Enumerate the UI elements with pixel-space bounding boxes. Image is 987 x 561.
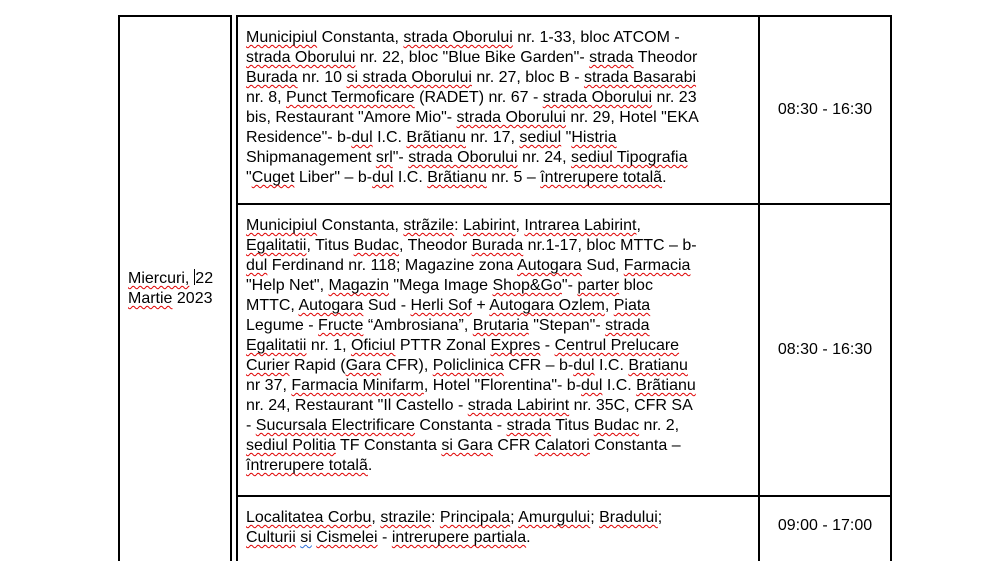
text-segment: ; bbox=[590, 509, 600, 526]
text-segment: Liber" – b- bbox=[294, 169, 373, 186]
misspelled-word: strada bbox=[589, 49, 634, 66]
misspelled-word: dul bbox=[351, 129, 373, 146]
text-segment: "Stepan"- bbox=[528, 317, 606, 334]
text-segment: : bbox=[454, 217, 463, 234]
text-segment: PTTR Zonal bbox=[395, 337, 491, 354]
locations-cell[interactable] bbox=[238, 17, 760, 203]
locations-cell[interactable] bbox=[238, 497, 760, 561]
text-segment: “Ambrosiana”, bbox=[363, 317, 473, 334]
misspelled-word: Herli Sof bbox=[410, 297, 472, 314]
text-segment: - bbox=[246, 417, 256, 434]
text-segment: . bbox=[526, 529, 531, 546]
text-segment: " bbox=[246, 169, 252, 186]
text-segment: ; bbox=[657, 509, 663, 526]
text-segment: "Mega Image bbox=[388, 277, 493, 294]
misspelled-word: Brãtianu bbox=[406, 129, 467, 146]
text-segment: nr. 23 bbox=[652, 89, 697, 106]
text-segment: nr. 1-33, bloc ATCOM - bbox=[512, 29, 680, 46]
text-segment: 22 bbox=[195, 270, 214, 287]
misspelled-word: Brãtianu bbox=[636, 377, 696, 394]
misspelled-word: Municipiul bbox=[246, 217, 318, 234]
text-segment: , bbox=[371, 509, 381, 526]
misspelled-word: Magazin bbox=[328, 277, 389, 294]
table-row bbox=[238, 497, 890, 561]
table-row bbox=[238, 17, 890, 205]
misspelled-word: Cuget bbox=[251, 169, 295, 186]
text-segment: nr 37, bbox=[246, 377, 292, 394]
misspelled-word: dul bbox=[581, 377, 603, 394]
text-segment: nr. 24, bbox=[517, 149, 571, 166]
time-range: 08:30 - 16:30 bbox=[777, 101, 873, 118]
text-segment: Theodor bbox=[633, 49, 698, 66]
text-segment: : bbox=[431, 509, 440, 526]
text-segment: . bbox=[367, 457, 373, 474]
text-segment: nr. 5 – bbox=[486, 169, 541, 186]
misspelled-word: Culturii bbox=[246, 529, 296, 546]
text-segment: nr. 29, Hotel "EKA bbox=[565, 109, 699, 126]
text-segment: bloc bbox=[619, 277, 653, 294]
misspelled-word: Brãtianu bbox=[427, 169, 487, 186]
text-segment: , Titus bbox=[306, 237, 354, 254]
text-segment: . bbox=[662, 169, 667, 186]
misspelled-word: Bradului bbox=[599, 509, 658, 526]
misspelled-word: Principala bbox=[439, 509, 511, 526]
text-segment: Sud, bbox=[581, 257, 624, 274]
text-segment: , bbox=[515, 217, 525, 234]
table-row bbox=[238, 205, 890, 497]
misspelled-word: dul bbox=[246, 257, 268, 274]
misspelled-word: Farmacia Minifarm bbox=[291, 377, 424, 394]
misspelled-word: strada Oborului bbox=[403, 29, 513, 46]
misspelled-word: Budac bbox=[353, 237, 399, 254]
text-segment: I.C. bbox=[393, 169, 428, 186]
misspelled-word: întrerupere totalã bbox=[540, 169, 663, 186]
text-segment: "- bbox=[561, 277, 578, 294]
misspelled-word: Autogara bbox=[517, 257, 582, 274]
text-segment: - bbox=[377, 529, 392, 546]
misspelled-word: Expres bbox=[490, 337, 541, 354]
misspelled-word: Oficiul bbox=[350, 337, 396, 354]
text-segment: CFR bbox=[492, 437, 535, 454]
misspelled-word: Punct Termoficare bbox=[286, 89, 415, 106]
text-segment: nr. 27, bloc B - bbox=[471, 69, 584, 86]
locations-cell[interactable] bbox=[238, 205, 760, 495]
text-segment: Legume - bbox=[246, 317, 319, 334]
text-segment: I.C. bbox=[594, 357, 629, 374]
misspelled-word: si Gara bbox=[441, 437, 493, 454]
text-segment: Ferdinand nr. 118; Magazine zona bbox=[267, 257, 518, 274]
text-segment: I.C. bbox=[372, 129, 407, 146]
text-segment: + bbox=[471, 297, 490, 314]
misspelled-word: srl bbox=[375, 149, 393, 166]
misspelled-word: Municipiul bbox=[246, 29, 318, 46]
text-segment: " bbox=[561, 129, 572, 146]
misspelled-word: Sucursala Electrificare bbox=[255, 417, 415, 434]
misspelled-word: Autogara Ozlem bbox=[489, 297, 605, 314]
misspelled-word: Localitatea Corbu bbox=[246, 509, 372, 526]
date-text bbox=[120, 269, 213, 309]
misspelled-word: Labirint bbox=[463, 217, 516, 234]
misspelled-word: Egalitatii bbox=[246, 237, 307, 254]
text-segment: Rapid ( bbox=[289, 357, 346, 374]
text-segment: nr. 2, bbox=[639, 417, 680, 434]
misspelled-word: Autogara bbox=[298, 297, 364, 314]
text-segment: Sud - bbox=[363, 297, 411, 314]
misspelled-word: Centrul Prelucare bbox=[554, 337, 680, 354]
misspelled-word: Histria bbox=[571, 129, 617, 146]
misspelled-word: sediul Politia bbox=[246, 437, 336, 454]
text-segment: - bbox=[540, 337, 555, 354]
text-segment: nr. 35C, CFR SA bbox=[569, 397, 693, 414]
text-segment: Constanta – bbox=[589, 437, 681, 454]
time-range: 09:00 - 17:00 bbox=[777, 517, 873, 534]
time-cell[interactable] bbox=[760, 17, 890, 203]
misspelled-word: Bratianu bbox=[628, 357, 688, 374]
misspelled-word: Piata bbox=[613, 297, 651, 314]
time-cell[interactable] bbox=[760, 205, 890, 495]
text-segment: nr. 24, Restaurant "Il Castello - bbox=[246, 397, 468, 414]
misspelled-word: Amurgului bbox=[518, 509, 591, 526]
misspelled-word: Egalitatii bbox=[246, 337, 307, 354]
text-segment: , Hotel "Florentina"- b- bbox=[423, 377, 582, 394]
misspelled-word: întrerupere totalã bbox=[246, 457, 368, 474]
misspelled-word: strada Oborului bbox=[542, 89, 653, 106]
misspelled-word: Burada bbox=[471, 237, 524, 254]
text-segment: Constanta, bbox=[317, 217, 404, 234]
text-segment: Titus bbox=[551, 417, 594, 434]
misspelled-word: strada Oborului bbox=[456, 109, 566, 126]
time-range: 08:30 - 16:30 bbox=[777, 341, 873, 358]
text-segment: CFR), bbox=[381, 357, 433, 374]
misspelled-word: Gara bbox=[345, 357, 382, 374]
misspelled-word: Miercuri, bbox=[128, 270, 190, 287]
text-segment: nr. 10 bbox=[297, 69, 347, 86]
misspelled-word: parter bbox=[577, 277, 620, 294]
misspelled-word: Calatori bbox=[534, 437, 590, 454]
text-segment: CFR – b- bbox=[503, 357, 574, 374]
text-segment: "Help Net", bbox=[246, 277, 329, 294]
misspelled-word: strazile bbox=[380, 509, 431, 526]
misspelled-word: dul bbox=[573, 357, 595, 374]
misspelled-word: dul bbox=[372, 169, 394, 186]
text-segment: nr. 22, bloc "Blue Bike Garden"- bbox=[355, 49, 590, 66]
misspelled-word: strada Oborului bbox=[246, 49, 356, 66]
text-segment: (RADET) nr. 67 - bbox=[414, 89, 543, 106]
text-segment: Residence"- b- bbox=[246, 129, 352, 146]
misspelled-word: strada bbox=[506, 417, 552, 434]
text-segment: TF Constanta bbox=[335, 437, 442, 454]
outage-table bbox=[236, 15, 892, 561]
text-segment: Constanta, bbox=[317, 29, 404, 46]
text-segment: I.C. bbox=[602, 377, 637, 394]
misspelled-word: Burada bbox=[246, 69, 298, 86]
text-segment: nr. 17, bbox=[466, 129, 520, 146]
text-segment: , Theodor bbox=[398, 237, 472, 254]
misspelled-word: si strada Oborului bbox=[346, 69, 472, 86]
misspelled-word: strada bbox=[605, 317, 650, 334]
text-segment: nr. 8, bbox=[246, 89, 287, 106]
misspelled-word: Brutaria bbox=[472, 317, 529, 334]
text-segment: 2023 bbox=[172, 290, 213, 307]
misspelled-word: Budac bbox=[593, 417, 640, 434]
text-segment: Constanta - bbox=[414, 417, 507, 434]
misspelled-word: strada Labirint bbox=[467, 397, 570, 414]
time-cell[interactable] bbox=[760, 497, 890, 561]
text-segment: ; bbox=[510, 509, 519, 526]
misspelled-word: Farmacia bbox=[623, 257, 691, 274]
grammar-flagged-word: si bbox=[300, 529, 312, 546]
misspelled-word: strada Oborului bbox=[408, 149, 518, 166]
misspelled-word: sediul Tipografia bbox=[570, 149, 688, 166]
text-segment: , bbox=[604, 297, 614, 314]
text-segment: bis, Restaurant "Amore Mio"- bbox=[246, 109, 457, 126]
misspelled-word: Fructe bbox=[318, 317, 364, 334]
text-segment: nr. 1, bbox=[306, 337, 351, 354]
text-segment: MTTC, bbox=[246, 297, 299, 314]
misspelled-word: strada Basarabi bbox=[583, 69, 697, 86]
outage-date-cell[interactable] bbox=[118, 15, 232, 561]
misspelled-word: Policlinica bbox=[432, 357, 504, 374]
misspelled-word: intrerupere partiala bbox=[391, 529, 527, 546]
text-segment: , bbox=[636, 217, 641, 234]
misspelled-word: Intrarea Labirint bbox=[524, 217, 637, 234]
text-segment: Shipmanagement bbox=[246, 149, 376, 166]
misspelled-word: Curier bbox=[246, 357, 290, 374]
text-segment: "- bbox=[392, 149, 409, 166]
text-segment: nr.1-17, bloc MTTC – b- bbox=[523, 237, 697, 254]
misspelled-word: strãzile bbox=[403, 217, 455, 234]
misspelled-word: Martie bbox=[128, 290, 173, 307]
misspelled-word: Cismelei bbox=[316, 529, 378, 546]
misspelled-word: Shop&Go bbox=[492, 277, 562, 294]
misspelled-word: sediul bbox=[519, 129, 562, 146]
